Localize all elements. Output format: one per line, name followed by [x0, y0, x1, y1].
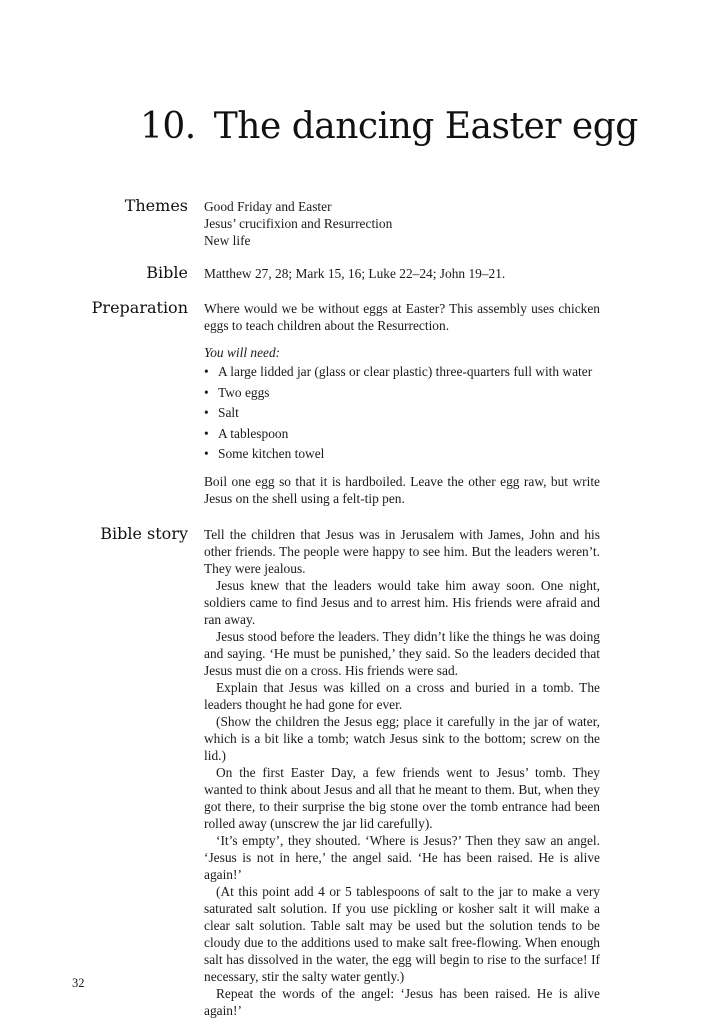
- page-title: [140, 106, 638, 147]
- bible-content: [204, 265, 600, 282]
- chapter-title: The dancing Easter egg: [213, 106, 638, 147]
- theme-line: Good Friday and Easter: [204, 199, 332, 214]
- story-paragraph: Jesus stood before the leaders. They didn’t like the things he was doing and saying. ‘He must be punished,’ they said. So the leaders decided that Jesus must die on a cross. His friends were sad.: [204, 629, 600, 678]
- story-paragraph: On the first Easter Day, a few friends went to Jesus’ tomb. They wanted to think about Jesus and all that he meant to them. But, when they got there, to their surprise the big stone over the tomb entrance had been rolled away (unscrew the jar lid carefully).: [204, 765, 600, 831]
- bullet: •: [204, 364, 209, 379]
- list-item: [204, 424, 600, 445]
- story-paragraph: ‘It’s empty’, they shouted. ‘Where is Jesus?’ Then they saw an angel. ‘Jesus is not in here,’ the angel said. ‘He has been raised. He is alive again!’: [204, 833, 600, 882]
- item-text: Salt: [218, 405, 239, 420]
- need-label: You will need:: [204, 345, 281, 360]
- list-item: [204, 444, 600, 465]
- bible-story-content: [204, 526, 600, 1019]
- story-paragraph: Repeat the words of the angel: ‘Jesus has been raised. He is alive again!’: [204, 986, 600, 1018]
- bullet: •: [204, 425, 209, 441]
- bullet: •: [204, 405, 209, 420]
- themes-content: [204, 198, 600, 249]
- materials-list: [204, 362, 600, 465]
- story-paragraph: (At this point add 4 or 5 tablespoons of salt to the jar to make a very saturated salt solution. If you use pickling or kosher salt it will make a clear salt solution. Table salt may be used but the solution tends to be cloudy due to the additions used to make salt free-flowing. When enough salt has dissolved in the water, the egg will begin to rise to the surface! If necessary, stir the salty water gently.): [204, 884, 600, 984]
- bullet: •: [204, 446, 209, 461]
- bible-story-label: Bible story: [100, 524, 188, 543]
- theme-line: New life: [204, 233, 251, 248]
- item-text: Two eggs: [218, 384, 270, 400]
- list-item: [204, 403, 600, 424]
- bullet: •: [204, 384, 209, 400]
- preparation-intro: Where would we be without eggs at Easter? This assembly uses chicken eggs to teach children about the Resurrection.: [204, 301, 600, 333]
- chapter-number: 10.: [140, 106, 196, 147]
- bible-references: Matthew 27, 28; Mark 15, 16; Luke 22–24; John 19–21.: [204, 266, 506, 281]
- preparation-instructions: Boil one egg so that it is hardboiled. Leave the other egg raw, but write Jesus on the shell using a felt-tip pen.: [204, 473, 600, 506]
- story-paragraph: Tell the children that Jesus was in Jerusalem with James, John and his other friends. The people were happy to see him. But the leaders weren’t. They were jealous.: [204, 527, 600, 576]
- item-text: A tablespoon: [218, 425, 289, 441]
- list-item: [204, 383, 600, 404]
- page-number: 32: [72, 976, 85, 990]
- preparation-content: [204, 300, 600, 507]
- item-text: A large lidded jar (glass or clear plastic) three-quarters full with water: [218, 364, 593, 379]
- story-paragraph: Jesus knew that the leaders would take him away soon. One night, soldiers came to find Jesus and to arrest him. His friends were afraid and ran away.: [204, 578, 600, 627]
- item-text: Some kitchen towel: [218, 446, 325, 461]
- preparation-label: Preparation: [91, 298, 188, 317]
- list-item: [204, 362, 600, 383]
- story-paragraph: (Show the children the Jesus egg; place it carefully in the jar of water, which is a bit like a tomb; watch Jesus sink to the bottom; screw on the lid.): [204, 714, 600, 763]
- story-paragraph: Explain that Jesus was killed on a cross and buried in a tomb. The leaders thought he had gone for ever.: [204, 680, 600, 712]
- themes-label: Themes: [124, 196, 188, 215]
- bible-label: Bible: [146, 263, 188, 282]
- theme-line: Jesus’ crucifixion and Resurrection: [204, 216, 393, 231]
